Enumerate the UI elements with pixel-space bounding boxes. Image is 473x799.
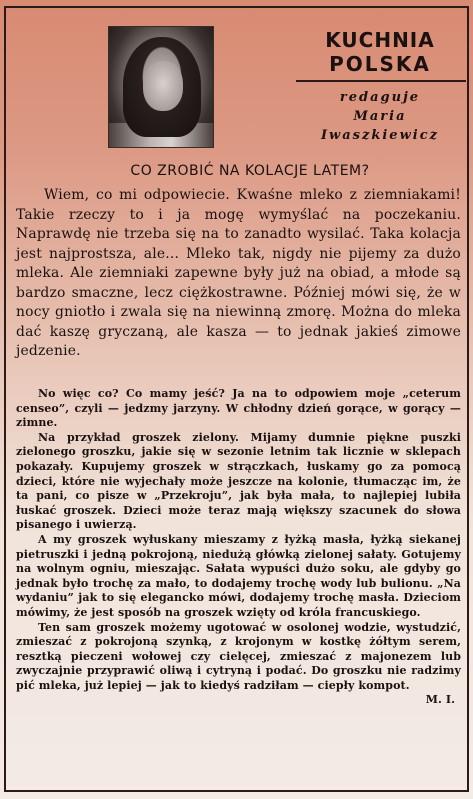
lead-paragraph: Wiem, co mi odpowiecie. Kwaśne mleko z ziemniakami! Takie rzeczy to i ja mogę wymyślać na poczekaniu. Naprawdę nie trzeba się na to zanadto wysilać. Taka kolacja jest najprostsza, ale... Mleko tak, nigdy nie pijemy za dużo mleka. Ale ziemniaki zapewne były już na obiad, a młode są bardzo smaczne, lecz ciężkostrawne. Później mówi się, że w nocy gniotło i zwala się na niewinną zmorę. Można do mleka dać kaszę gryczaną, ale kasza — to jednak jakieś zimowe jedzenie. bbox=[16, 187, 461, 359]
author-photo bbox=[108, 26, 214, 148]
body-paragraph-2: Na przykład groszek zielony. Mijamy dumnie piękne puszki zielonego groszku, jakie się w sezonie letnim tak licznie w sklepach pokazały. Kupujemy groszek w strączkach, łuskamy go za pomocą dzieci, które nie wyjechały może jeszcze na kolonie, tłumacząc im, że ta pani, co pisze w „Przekroju”, jak była mała, to najlepiej lubiła łuskać groszek. Dzieci może teraz mają większy szacunek do słowa pisanego i uwierzą. bbox=[16, 430, 461, 532]
article-body bbox=[16, 387, 461, 708]
column-title-line1: KUCHNIA bbox=[325, 28, 435, 52]
article-headline: CO ZROBIĆ NA KOLACJE LATEM? bbox=[130, 163, 370, 179]
body-paragraph-4-text: Ten sam groszek możemy ugotować w osolonej wodzie, wystudzić, zmieszać z pokrojoną szynką, z krojonym w kostkę żółtym serem, resztką pieczeni wołowej czy cielęcej, zmieszać z majonezem lub zwyczajnie przyprawić oliwą i cytryną i podać. Do groszku nie radzimy pić mleka, już lepiej — jak to kiedyś radziłam — ciepły kompot. bbox=[16, 620, 461, 692]
body-paragraph-1: No więc co? Co mamy jeść? Ja na to odpowiem moje „ceterum censeo”, czyli — jedzmy jarzyny. W chłodny dzień gorące, w gorący — zimne. bbox=[16, 387, 461, 430]
body-paragraph-4 bbox=[16, 620, 461, 707]
column-title-line2: POLSKA bbox=[329, 52, 431, 76]
body-paragraph-3: A my groszek wyłuskany mieszamy z łyżką masła, łyżką siekanej pietruszki i jedną pokrojoną, niedużą główką zielonej sałaty. Gotujemy na wolnym ogniu, mieszając. Sałata wypuści dużo soku, ale gdyby go jednak było trochę za mało, to dodajemy trochę wody lub bulionu. „Na wydaniu” jak to się elegancko mówi, dodajemy trochę masła. Dzieciom mówimy, że jest sposób na groszek wzięty od króla francuskiego. bbox=[16, 532, 461, 619]
editor-credit-line2: Maria bbox=[353, 109, 407, 124]
editor-credit bbox=[290, 88, 470, 145]
photo-face bbox=[143, 61, 183, 111]
title-rule bbox=[296, 80, 466, 82]
author-signature: M. I. bbox=[425, 693, 455, 707]
editor-credit-line3: Iwaszkiewicz bbox=[320, 128, 440, 143]
article-lead bbox=[16, 186, 461, 362]
editor-credit-line1: redaguje bbox=[339, 90, 421, 105]
